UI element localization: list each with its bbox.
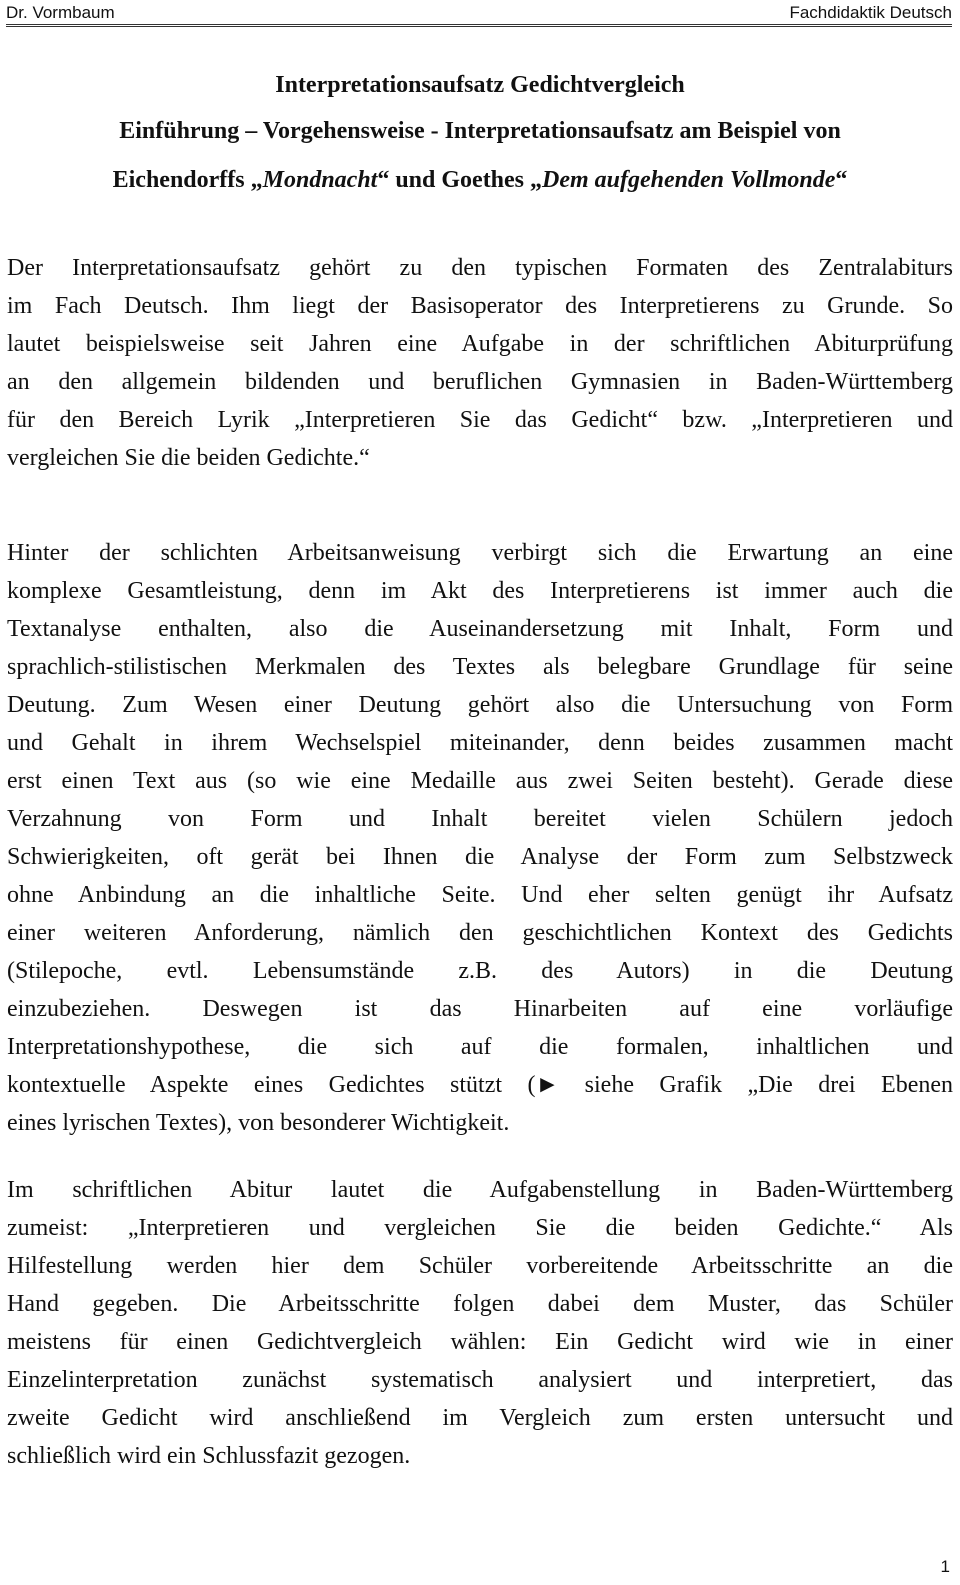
text-line: Verzahnung von Form und Inhalt bereitet vielen Schülern jedoch [7,806,953,832]
text-line: Textanalyse enthalten, also die Auseinandersetzung mit Inhalt, Form und [7,616,953,642]
page-number: 1 [940,1557,950,1576]
text-line: (Stilepoche, evtl. Lebensumstände z.B. des Autors) in die Deutung [7,958,953,984]
text-line: eines lyrischen Textes), von besonderer Wichtigkeit. [7,1110,510,1136]
text-line: im Fach Deutsch. Ihm liegt der Basisoperator des Interpretierens zu Grunde. So [7,293,953,319]
page-header [6,0,952,27]
text-line: Der Interpretationsaufsatz gehört zu den typischen Formaten des Zentralabiturs [7,255,953,281]
paragraph-3 [7,1171,953,1475]
poem-title-2: Dem aufgehenden Vollmonde [542,167,836,193]
document-title: Interpretationsaufsatz Gedichtvergleich [275,72,685,98]
text-line: Deutung. Zum Wesen einer Deutung gehört also die Untersuchung von Form [7,692,953,718]
text-line: einzubeziehen. Deswegen ist das Hinarbeiten auf eine vorläufige [7,996,953,1022]
text-line: lautet beispielsweise seit Jahren eine Aufgabe in der schriftlichen Abiturprüfung [7,331,953,357]
text-line: zweite Gedicht wird anschließend im Vergleich zum ersten untersucht und [7,1405,953,1431]
subtitle-prefix: Eichendorffs „ [112,167,263,193]
text-line: Interpretationshypothese, die sich auf die formalen, inhaltlichen und [7,1034,953,1060]
text-line: Schwierigkeiten, oft gerät bei Ihnen die Analyse der Form zum Selbstzweck [7,844,953,870]
text-line: meistens für einen Gedichtvergleich wählen: Ein Gedicht wird wie in einer [7,1329,953,1355]
text-line: einer weiteren Anforderung, nämlich den geschichtlichen Kontext des Gedichts [7,920,953,946]
subtitle-mid: “ und Goethes „ [377,167,543,193]
text-line: Hinter der schlichten Arbeitsanweisung verbirgt sich die Erwartung an eine [7,540,953,566]
paragraph-1 [7,249,953,477]
text-line: Im schriftlichen Abitur lautet die Aufgabenstellung in Baden-Württemberg [7,1177,953,1203]
text-line: zumeist: „Interpretieren und vergleichen Sie die beiden Gedichte.“ Als [7,1215,953,1241]
header-author: Dr. Vormbaum [6,3,115,22]
text-line: sprachlich-stilistischen Merkmalen des Textes als belegbare Grundlage für seine [7,654,953,680]
text-line: erst einen Text aus (so wie eine Medaille aus zwei Seiten besteht). Gerade diese [7,768,953,794]
header-subject: Fachdidaktik Deutsch [789,3,952,22]
poem-title-1: Mondnacht [262,167,378,193]
text-line: für den Bereich Lyrik „Interpretieren Sie das Gedicht“ bzw. „Interpretieren und [7,407,953,433]
text-line: Hand gegeben. Die Arbeitsschritte folgen dabei dem Muster, das Schüler [7,1291,953,1317]
subtitle-line-1: Einführung – Vorgehensweise - Interpretationsaufsatz am Beispiel von [119,118,841,144]
text-line: komplexe Gesamtleistung, denn im Akt des Interpretierens ist immer auch die [7,578,953,604]
text-line: ohne Anbindung an die inhaltliche Seite. Und eher selten genügt ihr Aufsatz [7,882,953,908]
paragraph-2 [7,534,953,1142]
text-line: und Gehalt in ihrem Wechselspiel miteinander, denn beides zusammen macht [7,730,953,756]
subtitle-suffix: “ [835,167,848,193]
subtitle-line-2 [0,167,960,194]
text-line: kontextuelle Aspekte eines Gedichtes stützt (► siehe Grafik „Die drei Ebenen [7,1072,953,1098]
text-line: vergleichen Sie die beiden Gedichte.“ [7,445,370,471]
text-line: Hilfestellung werden hier dem Schüler vorbereitende Arbeitsschritte an die [7,1253,953,1279]
text-line: schließlich wird ein Schlussfazit gezogen. [7,1443,411,1469]
text-line: an den allgemein bildenden und beruflichen Gymnasien in Baden-Württemberg [7,369,953,395]
text-line: Einzelinterpretation zunächst systematisch analysiert und interpretiert, das [7,1367,953,1393]
